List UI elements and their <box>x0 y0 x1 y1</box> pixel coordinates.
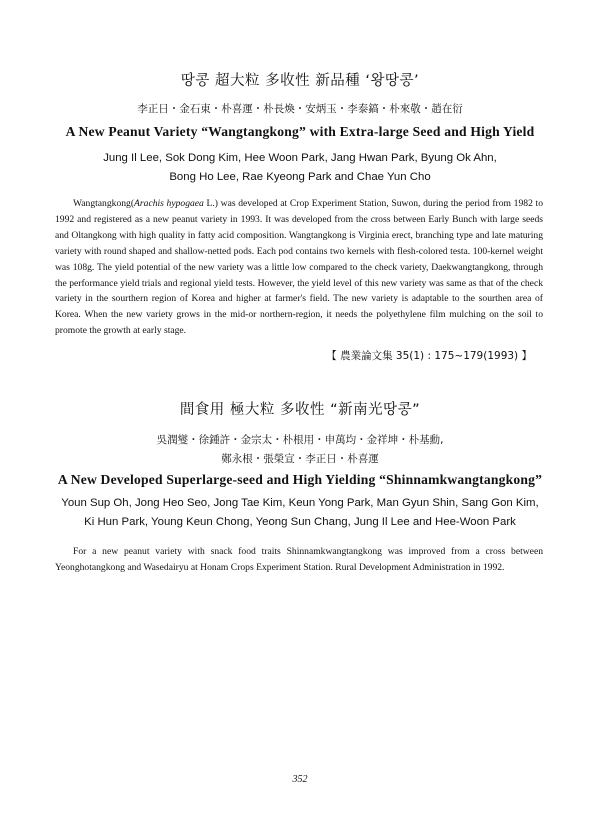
article1-citation: 【 農業論文集 35(1) : 175~179(1993) 】 <box>326 350 532 362</box>
article1-english-title: A New Peanut Variety “Wangtangkong” with Extra-large Seed and High Yield <box>65 124 535 139</box>
article2-korean-author-line-2: 鄭永根・張榮宣・李正日・朴喜運 <box>221 453 379 465</box>
article1-korean-authors: 李正日・金石東・朴喜運・朴長煥・安炳玉・李泰鎬・朴來敬・趙在衍 <box>137 103 463 115</box>
article2-english-authors <box>0 494 600 532</box>
article2-korean-title: 間食用 極大粒 多收性 “新南光땅콩” <box>179 402 421 418</box>
page-number: 352 <box>292 774 308 785</box>
species-name: Arachis hypogaea <box>134 198 204 209</box>
article1-english-authors <box>0 149 600 187</box>
article2-english-title: A New Developed Superlarge-seed and High Yielding “Shinnamkwangtangkong” <box>57 472 543 487</box>
article2-abstract: For a new peanut variety with snack food traits Shinnamkwangtangkong was improved from a cross between Yeonghotangkong and Wasedairyu at Honam Crops Experiment Station. Rural Development Administration in 1992. <box>55 546 543 573</box>
article1-korean-title: 땅콩 超大粒 多收性 新品種 ‘왕땅콩’ <box>180 73 420 89</box>
article2-author-line-1: Youn Sup Oh, Jong Heo Seo, Jong Tae Kim, Keun Yong Park, Man Gyun Shin, Sang Gon Kim, <box>61 497 539 509</box>
abstract-lead: Wangtangkong( <box>73 198 135 209</box>
article1-author-line-2: Bong Ho Lee, Rae Kyeong Park and Chae Yun Cho <box>169 171 431 183</box>
article1-abstract <box>55 196 543 339</box>
abstract-body: L.) was developed at Crop Experiment Station, Suwon, during the period from 1982 to 1992 and registered as a new peanut variety in 1993. It was developed from the cross between Early Bunch with large seeds and Oltangkong with high quality in fatty acid composition. Wangtangkong is Virginia erect, branching type and late maturing variety with round shaped and shallow-netted pods. Each pod contains two kernels with flesh-colored testa. 100-kernel weight was 108g. The yield potential of the new variety was a little low compared to the check variety, Daekwangtangkong, through the performance yield trials and regional yield tests. However, the yield level of this new variety was same as that of the check variety in the sourthern region of Korea and higher at farmer's field. The new variety is adaptable to the sourthen area of Korea. When the new variety grows in the mid-or northern-region, it needs the polyethylene film mulching on the soil to promote the growth at early stage. <box>55 198 543 337</box>
article2-author-line-2: Ki Hun Park, Young Keun Chong, Yeong Sun Chang, Jung Il Lee and Hee-Woon Park <box>84 516 516 528</box>
article2-korean-authors <box>0 431 600 469</box>
article2-korean-author-line-1: 吳潤燮・徐鍾許・金宗太・朴根用・申萬均・金祥坤・朴基勳, <box>156 434 444 446</box>
article1-author-line-1: Jung Il Lee, Sok Dong Kim, Hee Woon Park, Jang Hwan Park, Byung Ok Ahn, <box>103 152 497 164</box>
